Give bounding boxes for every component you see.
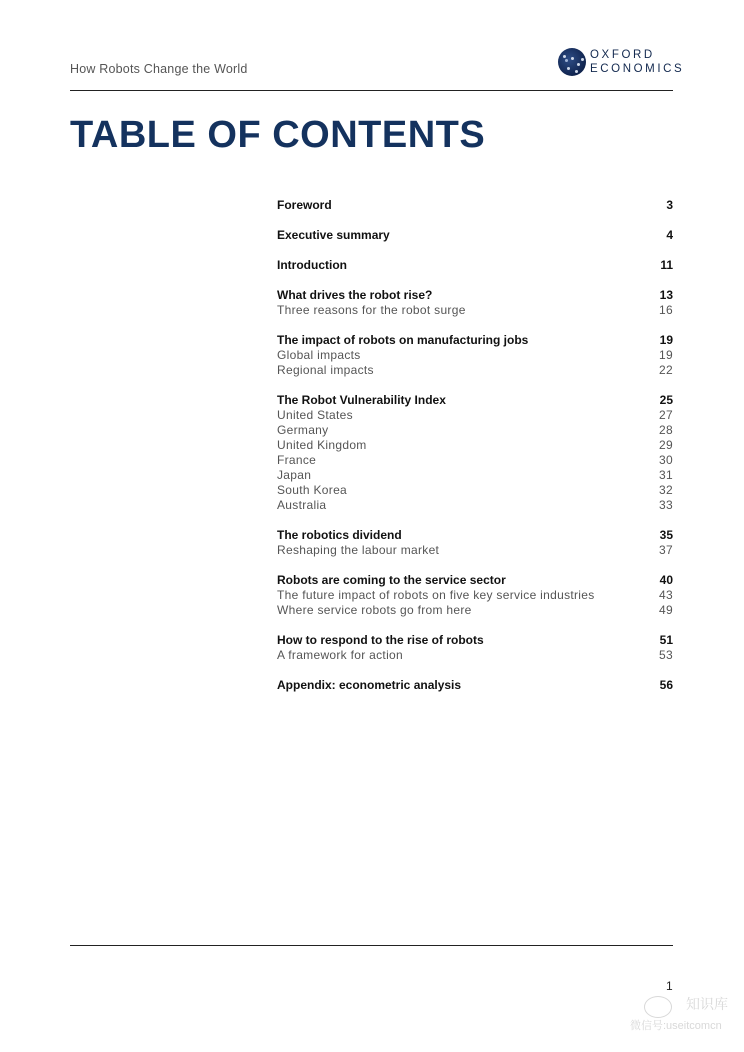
- toc-entry[interactable]: [277, 228, 673, 243]
- toc-section: [277, 288, 673, 318]
- toc-entry-page: 4: [666, 228, 673, 242]
- toc-entry[interactable]: [277, 258, 673, 273]
- toc-subentry[interactable]: [277, 303, 673, 318]
- watermark-line2: 微信号:useitcomcn: [630, 1020, 722, 1032]
- toc-subentry-title: A framework for action: [277, 648, 403, 662]
- toc-subentry-page: 33: [659, 498, 673, 512]
- toc-subentry[interactable]: [277, 348, 673, 363]
- toc-entry-page: 51: [659, 633, 673, 647]
- toc-section: [277, 528, 673, 558]
- toc-subentry[interactable]: [277, 438, 673, 453]
- toc-subentry-title: Germany: [277, 423, 329, 437]
- header-divider: [70, 90, 673, 91]
- toc-subentry-page: 16: [659, 303, 673, 317]
- toc-subentry-title: Australia: [277, 498, 327, 512]
- toc-subentry-title: France: [277, 453, 317, 467]
- toc-section: [277, 393, 673, 513]
- logo-line2: ECONOMICS: [590, 63, 685, 75]
- toc-subentry-page: 30: [659, 453, 673, 467]
- toc-section: [277, 333, 673, 378]
- toc-subentry[interactable]: [277, 483, 673, 498]
- page-title: TABLE OF CONTENTS: [70, 114, 486, 156]
- toc-entry[interactable]: [277, 333, 673, 348]
- toc-subentry[interactable]: [277, 588, 673, 603]
- toc-entry-title: The impact of robots on manufacturing jobs: [277, 333, 529, 347]
- toc-entry-page: 40: [659, 573, 673, 587]
- toc-subentry-title: Regional impacts: [277, 363, 374, 377]
- toc-entry-title: Robots are coming to the service sector: [277, 573, 506, 587]
- toc-section: [277, 633, 673, 663]
- toc-entry-title: What drives the robot rise?: [277, 288, 433, 302]
- toc-subentry-page: 53: [659, 648, 673, 662]
- toc-entry-title: Executive summary: [277, 228, 390, 242]
- toc-entry-page: 35: [659, 528, 673, 542]
- toc-entry-page: 19: [659, 333, 673, 347]
- toc-entry[interactable]: [277, 678, 673, 693]
- toc-entry-page: 25: [659, 393, 673, 407]
- toc-subentry-page: 19: [659, 348, 673, 362]
- toc-section: [277, 228, 673, 243]
- toc-entry-title: Appendix: econometric analysis: [277, 678, 462, 692]
- table-of-contents: [277, 198, 673, 708]
- toc-subentry[interactable]: [277, 408, 673, 423]
- toc-section: [277, 258, 673, 273]
- toc-entry-title: The Robot Vulnerability Index: [277, 393, 446, 407]
- toc-subentry-page: 37: [659, 543, 673, 557]
- toc-subentry-title: United Kingdom: [277, 438, 367, 452]
- toc-subentry-title: South Korea: [277, 483, 348, 497]
- toc-entry[interactable]: [277, 198, 673, 213]
- toc-entry-page: 11: [660, 258, 673, 272]
- toc-subentry-page: 49: [659, 603, 673, 617]
- toc-entry-page: 56: [659, 678, 673, 692]
- toc-subentry-page: 22: [659, 363, 673, 377]
- toc-entry[interactable]: [277, 528, 673, 543]
- toc-entry-page: 3: [666, 198, 673, 212]
- toc-entry-title: The robotics dividend: [277, 528, 402, 542]
- toc-entry[interactable]: [277, 393, 673, 408]
- toc-entry[interactable]: [277, 633, 673, 648]
- toc-subentry[interactable]: [277, 468, 673, 483]
- toc-subentry[interactable]: [277, 543, 673, 558]
- logo-line1: OXFORD: [590, 49, 655, 61]
- toc-entry-title: How to respond to the rise of robots: [277, 633, 484, 647]
- toc-subentry[interactable]: [277, 498, 673, 513]
- toc-subentry-page: 32: [659, 483, 673, 497]
- page-number: 1: [666, 979, 673, 993]
- toc-subentry-title: Three reasons for the robot surge: [277, 303, 466, 317]
- watermark: [630, 994, 738, 1034]
- toc-section: [277, 198, 673, 213]
- toc-subentry[interactable]: [277, 363, 673, 378]
- toc-entry[interactable]: [277, 573, 673, 588]
- footer-divider: [70, 945, 673, 946]
- toc-subentry[interactable]: [277, 423, 673, 438]
- toc-subentry-page: 29: [659, 438, 673, 452]
- toc-subentry-page: 31: [659, 468, 673, 482]
- logo-text: [590, 48, 684, 76]
- toc-entry-page: 13: [659, 288, 673, 302]
- toc-subentry-title: The future impact of robots on five key service industries: [277, 588, 595, 602]
- toc-subentry-page: 27: [659, 408, 673, 422]
- toc-section: [277, 678, 673, 693]
- globe-icon: [558, 48, 586, 76]
- toc-subentry[interactable]: [277, 648, 673, 663]
- toc-subentry-title: Reshaping the labour market: [277, 543, 440, 557]
- toc-subentry[interactable]: [277, 453, 673, 468]
- toc-subentry-title: Japan: [277, 468, 312, 482]
- toc-subentry[interactable]: [277, 603, 673, 618]
- toc-subentry-title: Where service robots go from here: [277, 603, 472, 617]
- watermark-line1: 知识库: [686, 996, 728, 1012]
- toc-section: [277, 573, 673, 618]
- oxford-economics-logo: [558, 48, 685, 80]
- header-title: How Robots Change the World: [70, 62, 248, 76]
- toc-entry-title: Foreword: [277, 198, 332, 212]
- toc-subentry-title: United States: [277, 408, 353, 422]
- toc-subentry-title: Global impacts: [277, 348, 361, 362]
- toc-subentry-page: 28: [659, 423, 673, 437]
- wechat-icon: [644, 996, 672, 1018]
- toc-subentry-page: 43: [659, 588, 673, 602]
- toc-entry[interactable]: [277, 288, 673, 303]
- toc-entry-title: Introduction: [277, 258, 347, 272]
